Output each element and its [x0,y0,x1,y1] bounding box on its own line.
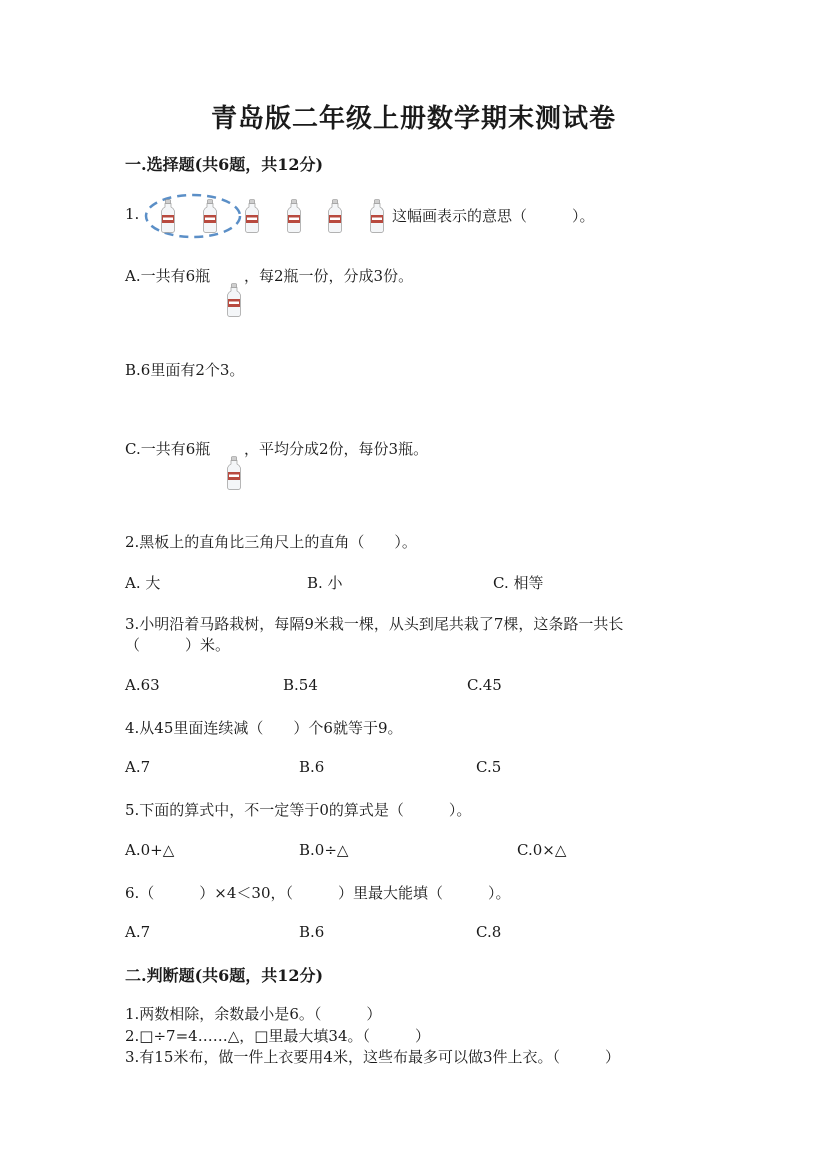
water-bottle-icon [369,199,385,233]
q2-text: 2.黑板上的直角比三角尺上的直角（ ）。 [125,533,417,551]
q1-option-a-after: ，每2瓶一份，分成3份。 [244,267,414,285]
q2-option-a: A. 大 [125,574,161,592]
judge-item-2: 2.□÷7=4……△，□里最大填34。（ ） [125,1027,431,1045]
q3-text-line2: （ ）米。 [125,636,231,654]
q4-option-c: C.5 [476,758,502,776]
q2-option-b: B. 小 [307,574,343,592]
q1-number: 1. [125,205,140,223]
section-heading-choice: 一.选择题(共6题，共12分) [125,155,324,174]
q5-option-b: B.0÷△ [299,841,349,859]
q6-option-b: B.6 [299,923,325,941]
q1-option-b: B.6里面有2个3。 [125,361,245,379]
water-bottle-icon [160,199,176,233]
judge-item-3: 3.有15米布，做一件上衣要用4米，这些布最多可以做3件上衣。（ ） [125,1048,620,1066]
q1-option-c-after: ，平均分成2份，每份3瓶。 [244,440,429,458]
q3-option-b: B.54 [283,676,318,694]
q4-text: 4.从45里面连续减（ ）个6就等于9。 [125,719,403,737]
dashed-ellipse-group-icon [143,192,243,240]
q3-option-c: C.45 [467,676,502,694]
judge-item-1: 1.两数相除，余数最小是6。（ ） [125,1005,382,1023]
q1-option-a-before: A.一共有6瓶 [125,267,211,285]
q5-option-c: C.0×△ [517,841,567,859]
q4-option-a: A.7 [125,758,151,776]
section-heading-judge: 二.判断题(共6题，共12分) [125,966,324,985]
q6-option-a: A.7 [125,923,151,941]
q6-option-c: C.8 [476,923,502,941]
water-bottle-icon [226,283,242,317]
water-bottle-icon [244,199,260,233]
q1-option-c-before: C.一共有6瓶 [125,440,211,458]
q6-text: 6.（ ）×4＜30，（ ）里最大能填（ ）。 [125,884,511,902]
q4-option-b: B.6 [299,758,325,776]
water-bottle-icon [327,199,343,233]
q2-option-c: C. 相等 [493,574,544,592]
page-title: 青岛版二年级上册数学期末测试卷 [210,104,616,134]
q3-text-line1: 3.小明沿着马路栽树，每隔9米栽一棵，从头到尾共栽了7棵，这条路一共长 [125,615,624,633]
water-bottle-icon [226,456,242,490]
q5-option-a: A.0+△ [125,841,175,859]
q3-option-a: A.63 [125,676,160,694]
water-bottle-icon [286,199,302,233]
q1-text: 这幅画表示的意思（ ）。 [392,207,595,225]
water-bottle-icon [202,199,218,233]
q5-text: 5.下面的算式中，不一定等于0的算式是（ ）。 [125,801,472,819]
